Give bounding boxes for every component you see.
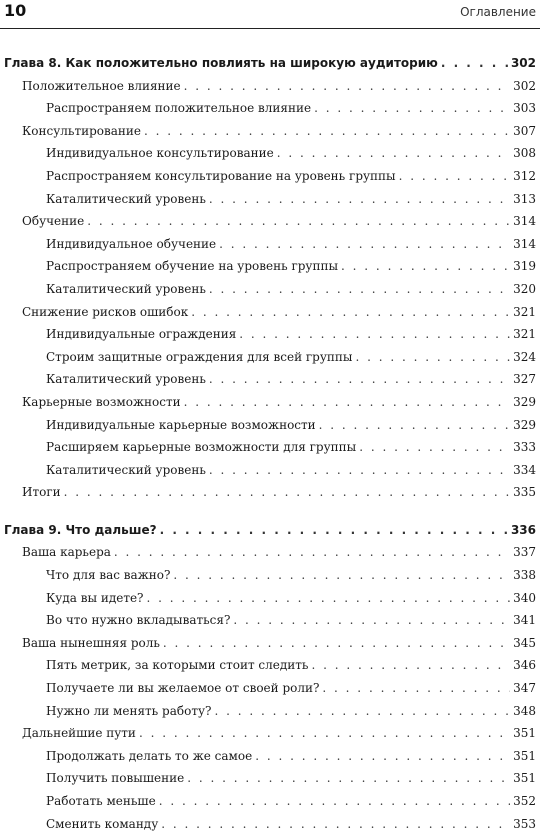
dot-leader — [209, 372, 510, 386]
toc-section[interactable] — [0, 485, 540, 508]
toc-entry-page: 348 — [513, 703, 536, 718]
toc-section[interactable] — [0, 214, 540, 237]
toc-subsection[interactable] — [0, 101, 540, 124]
dot-leader — [277, 146, 510, 160]
toc-entry-page: 314 — [513, 214, 536, 229]
toc-subsection[interactable] — [0, 613, 540, 636]
page-header — [0, 0, 540, 29]
dot-leader — [87, 214, 510, 228]
dot-leader — [191, 305, 510, 319]
toc-subsection[interactable] — [0, 749, 540, 772]
toc-subsection[interactable] — [0, 681, 540, 704]
dot-leader — [184, 79, 510, 93]
toc-entry-title: Каталитический уровень — [46, 191, 206, 206]
toc-section[interactable] — [0, 726, 540, 749]
dot-leader — [209, 282, 510, 296]
toc-entry-title: Каталитический уровень — [46, 372, 206, 387]
toc-entry-page: 327 — [513, 372, 536, 387]
toc-entry-title: Каталитический уровень — [46, 281, 206, 296]
toc-entry-title: Распространяем консультирование на уровень группы — [46, 168, 396, 183]
dot-leader — [159, 794, 510, 808]
dot-leader — [355, 350, 510, 364]
dot-leader — [160, 523, 508, 537]
dot-leader — [214, 704, 510, 718]
toc-subsection[interactable] — [0, 169, 540, 192]
toc-entry-page: 352 — [513, 794, 536, 808]
toc-entry-page: 307 — [513, 123, 536, 138]
dot-leader — [322, 681, 510, 695]
toc-entry-title: Распространяем обучение на уровень группы — [46, 259, 339, 274]
toc-subsection[interactable] — [0, 282, 540, 305]
toc-entry-title: Положительное влияние — [22, 78, 181, 93]
toc-entry-page: 351 — [513, 726, 536, 741]
toc-entry-page: 329 — [513, 417, 536, 432]
toc-entry-page: 334 — [513, 462, 536, 477]
toc-entry-title: Глава 8. Как положительно повлиять на широкую аудиторию — [4, 56, 438, 70]
dot-leader — [219, 237, 510, 251]
toc-subsection[interactable] — [0, 440, 540, 463]
toc-entry-title: Консультирование — [22, 123, 141, 138]
toc-entry-title: Ваша нынешняя роль — [22, 635, 160, 650]
toc-entry-page: 321 — [513, 304, 536, 319]
toc-entry-page: 333 — [513, 440, 536, 455]
toc-entry-page: 351 — [513, 748, 536, 763]
toc-entry-title: Индивидуальные карьерные возможности — [46, 417, 316, 432]
dot-leader — [399, 169, 510, 183]
toc-entry-title: Получить повышение — [46, 771, 185, 786]
toc-subsection[interactable] — [0, 568, 540, 591]
dot-leader — [147, 591, 511, 605]
toc-entry-title: Глава 9. Что дальше? — [4, 522, 157, 537]
toc-subsection[interactable] — [0, 704, 540, 727]
toc-entry-title: Строим защитные ограждения для всей группы — [46, 349, 353, 364]
toc-entry-page: 346 — [513, 658, 536, 673]
toc-entry-page: 320 — [513, 281, 536, 296]
toc-chapter-8[interactable] — [0, 56, 540, 79]
toc-entry-title: Продолжать делать то же самое — [46, 748, 253, 763]
toc-entry-page: 302 — [510, 56, 536, 70]
toc-entry-page: 312 — [513, 168, 536, 183]
toc-subsection[interactable] — [0, 259, 540, 282]
toc-entry-page: 336 — [510, 522, 536, 537]
dot-leader — [114, 545, 510, 559]
toc-entry-title: Получаете ли вы желаемое от своей роли? — [46, 681, 320, 696]
toc-section[interactable] — [0, 395, 540, 418]
chapter-spacer — [0, 508, 540, 523]
toc-subsection[interactable] — [0, 327, 540, 350]
toc-entry-title: Нужно ли менять работу? — [46, 703, 212, 718]
toc-section[interactable] — [0, 305, 540, 328]
toc-entry-page: 319 — [513, 259, 536, 274]
toc-entry-page: 335 — [513, 485, 536, 500]
dot-leader — [139, 726, 510, 740]
toc-entry-title: Каталитический уровень — [46, 462, 206, 477]
toc-entry-title: Пять метрик, за которыми стоит следить — [46, 658, 309, 673]
toc-subsection[interactable] — [0, 591, 540, 614]
toc-subsection[interactable] — [0, 658, 540, 681]
toc-entry-title: Работать меньше — [46, 794, 156, 808]
toc-entry-page: 302 — [513, 78, 536, 93]
dot-leader — [311, 658, 510, 672]
toc-entry-page: 345 — [513, 635, 536, 650]
toc-subsection[interactable] — [0, 237, 540, 260]
toc-entry-title: Расширяем карьерные возможности для группы — [46, 440, 357, 455]
toc-subsection[interactable] — [0, 817, 540, 840]
toc-entry-title: Ваша карьера — [22, 545, 111, 560]
toc-entry-title: Во что нужно вкладываться? — [46, 613, 231, 628]
dot-leader — [173, 568, 510, 582]
toc-entry-page: 338 — [513, 568, 536, 583]
toc-subsection[interactable] — [0, 372, 540, 395]
dot-leader — [341, 259, 510, 273]
toc-entry-title: Обучение — [22, 214, 85, 229]
toc-subsection[interactable] — [0, 771, 540, 794]
toc-section[interactable] — [0, 124, 540, 147]
dot-leader — [161, 817, 510, 831]
dot-leader — [359, 440, 510, 454]
toc-subsection[interactable] — [0, 146, 540, 169]
toc-entry-title: Сменить команду — [46, 816, 159, 831]
dot-leader — [184, 395, 510, 409]
toc-entry-page: 353 — [513, 816, 536, 831]
toc-entry-title: Что для вас важно? — [46, 568, 171, 583]
toc-entry-title: Итоги — [22, 485, 61, 500]
toc-subsection[interactable] — [0, 463, 540, 486]
toc-entry-title: Снижение рисков ошибок — [22, 304, 189, 319]
toc-section[interactable] — [0, 79, 540, 102]
toc-subsection[interactable] — [0, 418, 540, 441]
toc-entry-page: 337 — [513, 545, 536, 560]
toc-entry-page: 341 — [513, 613, 536, 628]
dot-leader — [144, 124, 510, 138]
toc-subsection[interactable] — [0, 192, 540, 215]
toc-section[interactable] — [0, 545, 540, 568]
toc-entry-page: 351 — [513, 771, 536, 786]
toc-entry-page: 303 — [513, 101, 536, 116]
dot-leader — [319, 418, 510, 432]
toc-entry-title: Распространяем положительное влияние — [46, 101, 312, 116]
toc-entry-title: Дальнейшие пути — [22, 726, 136, 741]
dot-leader — [314, 101, 510, 115]
toc-entry-page: 321 — [513, 327, 536, 342]
toc-entry-page: 347 — [513, 681, 536, 696]
toc-entry-page: 308 — [513, 146, 536, 161]
table-of-contents — [0, 56, 540, 839]
toc-entry-title: Индивидуальные ограждения — [46, 327, 237, 342]
toc-subsection[interactable] — [0, 350, 540, 373]
dot-leader — [239, 327, 510, 341]
toc-entry-page: 314 — [513, 236, 536, 251]
toc-subsection[interactable] — [0, 794, 540, 817]
toc-entry-page: 324 — [513, 349, 536, 364]
dot-leader — [233, 613, 510, 627]
toc-chapter-9[interactable] — [0, 523, 540, 546]
dot-leader — [209, 192, 510, 206]
toc-section[interactable] — [0, 636, 540, 659]
dot-leader — [163, 636, 510, 650]
toc-entry-title: Индивидуальное обучение — [46, 236, 217, 251]
toc-entry-title: Куда вы идете? — [46, 590, 144, 605]
toc-entry-page: 340 — [513, 590, 536, 605]
toc-entry-title: Индивидуальное консультирование — [46, 146, 274, 161]
dot-leader — [255, 749, 510, 763]
page-number: 10 — [4, 1, 27, 20]
toc-entry-page: 313 — [513, 191, 536, 206]
dot-leader — [209, 463, 510, 477]
toc-entry-page: 329 — [513, 394, 536, 409]
running-title: Оглавление — [460, 5, 536, 19]
dot-leader — [441, 56, 508, 70]
dot-leader — [187, 771, 510, 785]
toc-entry-title: Карьерные возможности — [22, 394, 181, 409]
dot-leader — [64, 485, 510, 499]
